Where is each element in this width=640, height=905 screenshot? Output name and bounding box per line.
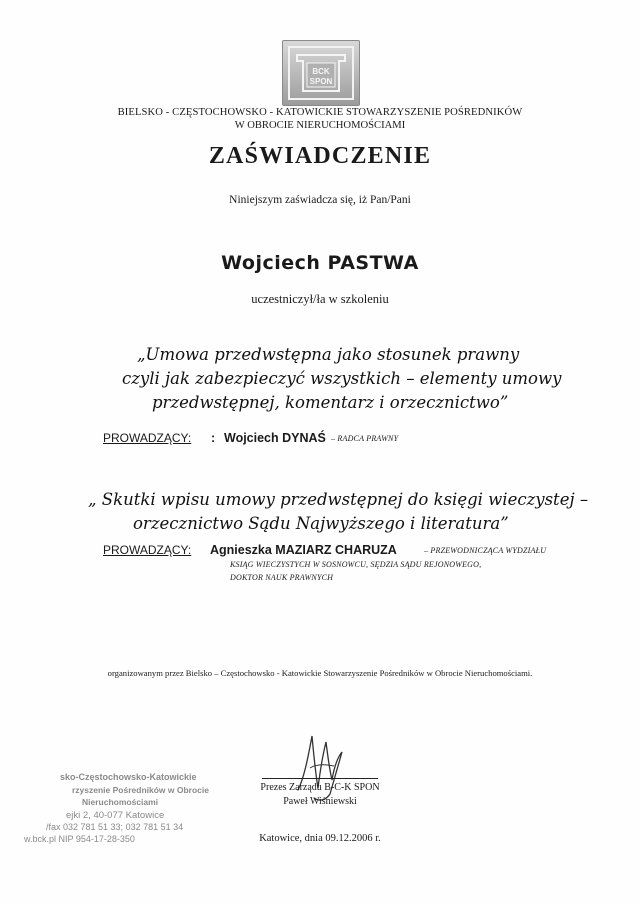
topic1-lead-role: – RADCA PRAWNY bbox=[331, 434, 399, 443]
logo-text-top: BCK bbox=[312, 67, 330, 76]
topic1-lead-label: PROWADZĄCY: bbox=[103, 431, 192, 445]
document-title: ZAŚWIADCZENIE bbox=[208, 143, 432, 169]
topic2-lead-role-line3: DOKTOR NAUK PRAWNYCH bbox=[230, 573, 334, 582]
stamp-line2: rzyszenie Pośredników w Obrocie bbox=[72, 785, 209, 795]
intro-text: Niniejszym zaświadcza się, iż Pan/Pani bbox=[229, 194, 411, 206]
stamp-line3: Nieruchomościami bbox=[82, 797, 159, 807]
topic2-lead-name: Agnieszka MAZIARZ CHARUZA bbox=[210, 543, 397, 557]
participation-text: uczestniczył/ła w szkoleniu bbox=[251, 292, 389, 306]
topic2-line2: orzecznictwo Sądu Najwyższego i literatura” bbox=[133, 514, 509, 533]
topic1-lead-name: Wojciech DYNAŚ bbox=[224, 431, 326, 445]
stamp-line6: w.bck.pl NIP 954-17-28-350 bbox=[24, 834, 135, 844]
signature-line bbox=[262, 778, 378, 779]
topic2-lead-label: PROWADZĄCY: bbox=[103, 543, 192, 557]
stamp-line4: ejki 2, 40-077 Katowice bbox=[66, 810, 165, 821]
bck-spon-logo bbox=[282, 40, 360, 106]
logo-text-bottom: SPON bbox=[309, 77, 333, 86]
topic1-line1: „Umowa przedwstępna jako stosunek prawny bbox=[137, 345, 520, 364]
topic1-line2: czyli jak zabezpieczyć wszystkich – elementy umowy bbox=[122, 369, 562, 388]
organization-name-line1: BIELSKO - CZĘSTOCHOWSKO - KATOWICKIE STOWARZYSZENIE POŚREDNIKÓW bbox=[117, 107, 523, 118]
stamp-line1: sko-Częstochowsko-Katowickie bbox=[60, 772, 197, 782]
stamp-line5: /fax 032 781 51 33; 032 781 51 34 bbox=[46, 822, 184, 832]
topic1-line3: przedwstępnej, komentarz i orzecznictwo” bbox=[152, 393, 509, 412]
participant-name: Wojciech PASTWA bbox=[221, 252, 419, 274]
topic2-lead-role-line2: KSIĄG WIECZYSTYCH W SOSNOWCU, SĘDZIA SĄDU REJONOWEGO, bbox=[230, 560, 482, 569]
organization-name-line2: W OBROCIE NIERUCHOMOŚCIAMI bbox=[234, 120, 406, 131]
topic2-line1: „ Skutki wpisu umowy przedwstępnej do księgi wieczystej – bbox=[88, 490, 589, 509]
topic1-lead-separator: : bbox=[211, 431, 216, 445]
topic2-lead-role: – PRZEWODNICZĄCA WYDZIAŁU bbox=[424, 546, 547, 555]
signatory-title: Prezes Zarządu B-C-K SPON bbox=[260, 782, 380, 793]
issue-date: Katowice, dnia 09.12.2006 r. bbox=[259, 833, 381, 844]
signatory-name: Paweł Wiśniewski bbox=[283, 796, 357, 807]
organiser-statement: organizowanym przez Bielsko – Częstochowsko - Katowickie Stowarzyszenie Pośredników w Obrocie Nieruchomościami. bbox=[107, 668, 533, 678]
